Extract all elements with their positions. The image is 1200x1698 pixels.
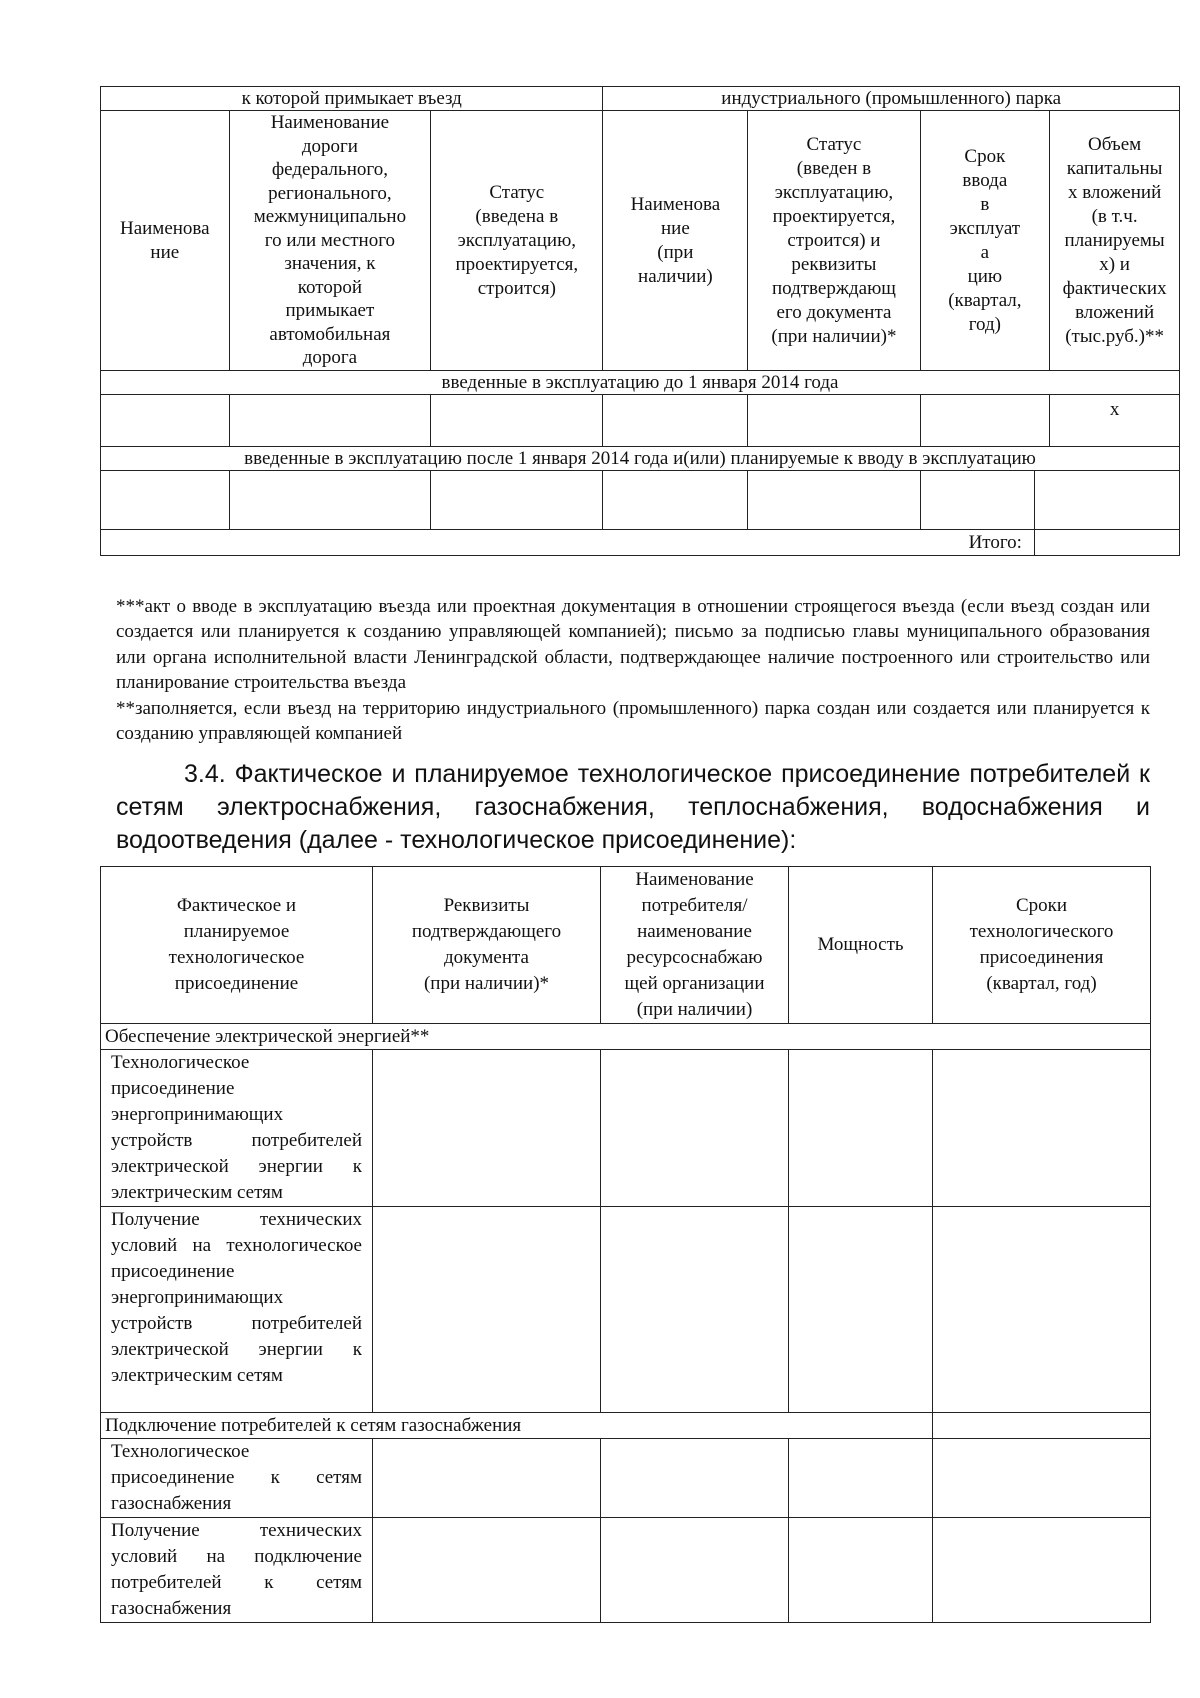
table-cell — [373, 1050, 601, 1207]
x-mark: х — [1050, 395, 1180, 447]
table-cell — [789, 1050, 933, 1207]
table-cell — [920, 395, 1050, 447]
header-timing: Сроки технологического присоединения (квартал, год) — [933, 867, 1151, 1024]
table-row — [101, 1439, 1151, 1518]
row-electric-conditions: Получение технических условий на технологическое присоединение энергопринимающих устройств потребителей электрической энергии к электрическим сетям — [101, 1207, 373, 1413]
section-after-2014: введенные в эксплуатацию после 1 января 2014 года и(или) планируемые к вводу в эксплуатацию — [101, 447, 1180, 471]
table-cell — [748, 395, 920, 447]
header-document: Реквизиты подтверждающего документа (при наличии)* — [373, 867, 601, 1024]
entry-roads-table — [100, 86, 1180, 556]
table-cell — [933, 1518, 1151, 1623]
header-connection: Фактическое и планируемое технологическое присоединение — [101, 867, 373, 1024]
table-cell — [229, 395, 431, 447]
row-gas-conditions: Получение технических условий на подключение потребителей к сетям газоснабжения — [101, 1518, 373, 1623]
row-electric-connection: Технологическое присоединение энергопринимающих устройств потребителей электрической энергии к электрическим сетям — [101, 1050, 373, 1207]
table-cell — [373, 1207, 601, 1413]
group-header-park: индустриального (промышленного) парка — [603, 87, 1180, 111]
table-cell — [601, 1518, 789, 1623]
table-row — [101, 471, 1180, 530]
table-cell — [789, 1518, 933, 1623]
header-commissioning-date: Срок ввода в эксплуат а цию (квартал, год) — [920, 111, 1050, 371]
table-cell — [229, 471, 431, 530]
total-label: Итого: — [101, 530, 1035, 556]
header-road-name: Наименование дороги федерального, регионального, межмуниципально го или местного значения, к которой примыкает автомобильная дорога — [229, 111, 431, 371]
table-cell — [933, 1439, 1151, 1518]
table-row — [101, 1207, 1151, 1413]
table-cell — [373, 1439, 601, 1518]
table-cell — [789, 1207, 933, 1413]
table-cell — [601, 1050, 789, 1207]
table-cell — [431, 471, 603, 530]
header-consumer: Наименование потребителя/ наименование ресурсоснабжаю щей организации (при наличии) — [601, 867, 789, 1024]
table-cell — [789, 1439, 933, 1518]
table-cell — [373, 1518, 601, 1623]
row-gas-connection: Технологическое присоединение к сетям газоснабжения — [101, 1439, 373, 1518]
header-investment: Объем капитальны х вложений (в т.ч. планируемы х) и фактических вложений (тыс.руб.)** — [1050, 111, 1180, 371]
table-cell — [748, 471, 920, 530]
section-electric: Обеспечение электрической энергией** — [101, 1024, 1151, 1050]
table-cell — [933, 1207, 1151, 1413]
section-heading-3-4: 3.4. Фактическое и планируемое технологическое присоединение потребителей к сетям электроснабжения, газоснабжения, теплоснабжения, водоснабжения и водоотведения (далее - технологическое присоединение): — [116, 760, 1150, 854]
header-road-status: Статус (введена в эксплуатацию, проектируется, строится) — [431, 111, 603, 371]
table-cell — [920, 471, 1034, 530]
table-row — [101, 1518, 1151, 1623]
footnote-triple-star: ***акт о вводе в эксплуатацию въезда или проектная документация в отношении строящегося въезда (если въезд создан или создается или планируется к созданию управляющей компанией); письмо за подписью главы муниципального образования или органа исполнительной власти Ленинградской области, подтверждающее наличие построенного или строительство или планирование строительства въезда — [116, 596, 1150, 693]
footnote-double-star: **заполняется, если въезд на территорию индустриального (промышленного) парка создан или создается или планируется к созданию управляющей компанией — [116, 698, 1150, 745]
group-header-road: к которой примыкает въезд — [101, 87, 603, 111]
table-row — [101, 395, 1180, 447]
header-power: Мощность — [789, 867, 933, 1024]
table-cell — [101, 395, 230, 447]
table-cell — [601, 1439, 789, 1518]
section-before-2014: введенные в эксплуатацию до 1 января 2014 года — [101, 371, 1180, 395]
table-cell — [603, 471, 748, 530]
table-row — [101, 1050, 1151, 1207]
table-cell — [431, 395, 603, 447]
tech-connection-table — [100, 866, 1151, 1623]
table-cell — [933, 1050, 1151, 1207]
table-cell — [933, 1413, 1151, 1439]
table-cell — [601, 1207, 789, 1413]
header-entry-name: Наименова ние (при наличии) — [603, 111, 748, 371]
header-name: Наименова ние — [101, 111, 230, 371]
header-entry-status: Статус (введен в эксплуатацию, проектируется, строится) и реквизиты подтверждающ его документа (при наличии)* — [748, 111, 920, 371]
total-value — [1034, 530, 1179, 556]
table-cell — [101, 471, 230, 530]
section-gas: Подключение потребителей к сетям газоснабжения — [101, 1413, 933, 1439]
table-cell — [1034, 471, 1179, 530]
table-cell — [603, 395, 748, 447]
